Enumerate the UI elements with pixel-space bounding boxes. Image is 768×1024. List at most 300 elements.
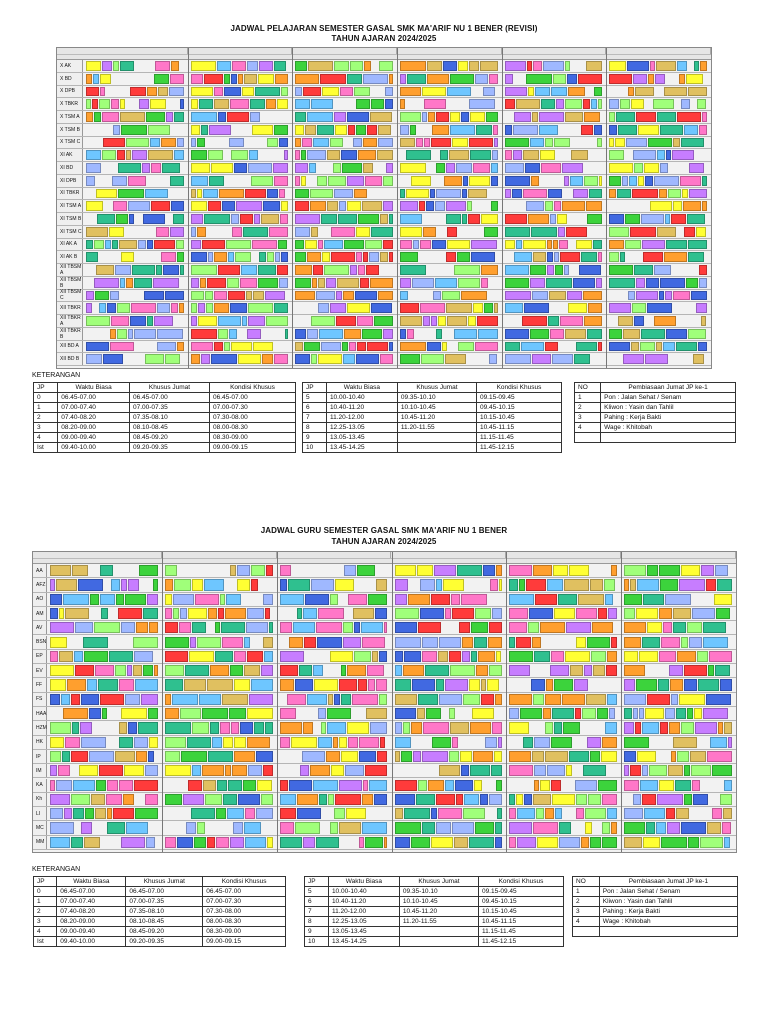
schedule-cell (404, 651, 421, 662)
schedule-cell (636, 278, 645, 288)
schedule-cell (528, 214, 549, 224)
schedule-cell (102, 708, 107, 719)
schedule-cell (684, 227, 695, 237)
schedule-cell (547, 579, 563, 590)
table-cell: 07.00-07.30 (209, 403, 295, 413)
schedule-cell (469, 679, 480, 690)
schedule-cell (217, 780, 227, 791)
schedule-cell (407, 329, 414, 339)
schedule-cell (526, 201, 544, 211)
schedule-cell (225, 608, 246, 619)
schedule-cell (211, 354, 237, 364)
schedule-cell (236, 201, 262, 211)
schedule-row (57, 149, 711, 162)
table-row (573, 927, 738, 937)
schedule-cell (78, 579, 103, 590)
schedule-cell (356, 125, 366, 135)
schedule-cell (676, 708, 686, 719)
schedule-cell (363, 138, 377, 148)
schedule-cell (457, 565, 482, 576)
schedule-cell (505, 214, 527, 224)
schedule-cell (295, 201, 309, 211)
schedule-cell (180, 708, 201, 719)
schedule-cell (639, 651, 658, 662)
schedule-cell (671, 751, 676, 762)
schedule-cell (119, 737, 133, 748)
schedule-cell (712, 765, 732, 776)
schedule-cell (494, 303, 498, 313)
schedule-cell (263, 765, 273, 776)
schedule-cell (133, 637, 158, 648)
schedule-cell (113, 201, 127, 211)
schedule-cell (357, 565, 375, 576)
schedule-cell (136, 751, 147, 762)
schedule-cell (425, 665, 449, 676)
schedule-cell (143, 214, 165, 224)
schedule-cell (170, 176, 184, 186)
schedule-cell (436, 329, 442, 339)
schedule-cell (251, 565, 265, 576)
schedule-cell (470, 150, 491, 160)
schedule-cell (148, 150, 173, 160)
schedule-cell (656, 822, 666, 833)
schedule-cell (423, 722, 449, 733)
schedule-cell (150, 99, 166, 109)
schedule-cell (312, 278, 317, 288)
schedule-cell (400, 61, 426, 71)
table-cell: 09.20-09.35 (126, 937, 203, 947)
schedule-cell (469, 61, 479, 71)
schedule-cell (395, 808, 403, 819)
schedule-cell (509, 608, 528, 619)
schedule-cell (110, 342, 134, 352)
schedule-cell (112, 176, 127, 186)
schedule-cell (156, 227, 169, 237)
schedule-cell (421, 354, 444, 364)
day-separator (162, 552, 163, 852)
schedule-cell (154, 665, 158, 676)
schedule-cell (170, 227, 184, 237)
schedule-cell (563, 722, 580, 733)
schedule-cell (681, 822, 706, 833)
row-label: AFZ (33, 578, 47, 591)
schedule-cell (267, 837, 273, 848)
schedule-cell (481, 679, 486, 690)
schedule-cell (509, 722, 529, 733)
schedule-cell (155, 61, 170, 71)
schedule-cell (533, 252, 546, 262)
schedule-cell (248, 303, 273, 313)
schedule-cell (254, 722, 264, 733)
schedule-cell (609, 265, 633, 275)
schedule-cell (557, 214, 567, 224)
schedule-cell (647, 565, 658, 576)
schedule-cell (684, 679, 697, 690)
schedule-cell (395, 837, 410, 848)
schedule-cell (695, 722, 717, 733)
schedule-cell (75, 665, 94, 676)
table-cell: 13.05-13.45 (328, 927, 399, 937)
schedule-cell (609, 214, 624, 224)
schedule-cell (715, 665, 730, 676)
schedule-cell (660, 579, 678, 590)
schedule-cell (86, 176, 95, 186)
schedule-cell (624, 622, 646, 633)
schedule-cell (586, 61, 603, 71)
schedule-cell (121, 252, 134, 262)
schedule-cell (302, 751, 325, 762)
schedule-cell (242, 316, 247, 326)
schedule-cell (605, 722, 617, 733)
schedule-cell (624, 594, 642, 605)
schedule-row (57, 175, 711, 188)
schedule-cell (648, 138, 672, 148)
jp-time-table-left (33, 382, 296, 453)
schedule-cell (576, 794, 587, 805)
schedule-cell (303, 722, 313, 733)
schedule-cell (103, 354, 123, 364)
table-cell: 10.45-11.15 (476, 423, 561, 433)
row-label: MM (33, 836, 47, 849)
schedule-cell (558, 594, 577, 605)
schedule-cell (303, 608, 317, 619)
schedule-cell (50, 808, 63, 819)
schedule-cell (516, 794, 523, 805)
schedule-cell (531, 679, 545, 690)
schedule-cell (222, 637, 243, 648)
schedule-cell (654, 265, 671, 275)
schedule-cell (385, 87, 393, 97)
schedule-cell (126, 150, 131, 160)
table-header-cell: JP (303, 383, 327, 393)
schedule-cell (223, 737, 233, 748)
schedule-cell (208, 608, 217, 619)
grid-header (57, 48, 711, 60)
schedule-cell (626, 138, 647, 148)
schedule-cell (428, 780, 444, 791)
schedule-cell (395, 594, 407, 605)
schedule-cell (400, 354, 420, 364)
schedule-cell (240, 278, 257, 288)
schedule-cell (110, 329, 116, 339)
schedule-cell (229, 708, 246, 719)
schedule-cell (473, 751, 493, 762)
table-cell: 08.30-09.00 (203, 927, 286, 937)
schedule-cell (660, 722, 668, 733)
schedule-cell (322, 87, 339, 97)
schedule-cell (92, 99, 98, 109)
schedule-cell (637, 751, 656, 762)
schedule-cell (65, 608, 89, 619)
schedule-cell (584, 176, 598, 186)
schedule-cell (552, 794, 575, 805)
schedule-cell (546, 278, 572, 288)
schedule-cell (637, 579, 659, 590)
schedule-cell (534, 765, 546, 776)
schedule-cell (684, 665, 707, 676)
schedule-cell (688, 837, 699, 848)
table-cell: 4 (34, 927, 57, 937)
schedule-cell (366, 708, 388, 719)
schedule-row (33, 678, 736, 692)
schedule-cell (188, 780, 202, 791)
table-row (303, 403, 562, 413)
schedule-cell (505, 125, 512, 135)
table-header-cell: Khusus Jumat (126, 877, 203, 887)
schedule-cell (418, 780, 427, 791)
schedule-cell (295, 679, 313, 690)
schedule-cell (50, 665, 74, 676)
schedule-cell (348, 737, 358, 748)
schedule-cell (509, 808, 516, 819)
schedule-cell (118, 189, 144, 199)
schedule-cell (677, 751, 689, 762)
schedule-cell (494, 138, 498, 148)
schedule-cell (359, 837, 364, 848)
schedule-cell (368, 679, 375, 690)
schedule-cell (248, 765, 262, 776)
schedule-cell (647, 622, 662, 633)
schedule-cell (130, 87, 146, 97)
schedule-cell (161, 252, 176, 262)
table-header-cell: Kondisi Khusus (476, 383, 561, 393)
schedule-cell (686, 74, 703, 84)
teacher-schedule-title: JADWAL GURU SEMESTER GASAL SMK MA'ARIF NU 1 BENER (260, 526, 508, 535)
table-row (575, 413, 736, 423)
schedule-cell (176, 240, 184, 250)
row-label: AA (33, 564, 47, 577)
table-cell: 3 (575, 413, 601, 423)
schedule-cell (671, 694, 678, 705)
schedule-cell (214, 252, 227, 262)
schedule-cell (525, 163, 540, 173)
schedule-cell (84, 837, 100, 848)
table-cell: 10.10-10.45 (397, 403, 476, 413)
schedule-cell (191, 61, 216, 71)
schedule-cell (63, 708, 88, 719)
schedule-cell (431, 808, 437, 819)
schedule-cell (676, 342, 697, 352)
schedule-cell (50, 751, 61, 762)
schedule-cell (523, 240, 546, 250)
schedule-cell (280, 822, 294, 833)
schedule-cell (347, 201, 361, 211)
schedule-cell (102, 150, 116, 160)
schedule-cell (484, 227, 498, 237)
schedule-cell (210, 665, 229, 676)
schedule-cell (226, 240, 251, 250)
schedule-cell (295, 189, 309, 199)
schedule-cell (349, 342, 356, 352)
schedule-cell (447, 227, 457, 237)
table-cell: 8 (305, 917, 329, 927)
schedule-cell (280, 837, 302, 848)
schedule-cell (505, 99, 515, 109)
table-header-cell: NO (575, 383, 601, 393)
schedule-cell (650, 61, 655, 71)
schedule-cell (400, 189, 405, 199)
schedule-cell (509, 579, 518, 590)
schedule-cell (327, 708, 351, 719)
schedule-cell (445, 679, 468, 690)
schedule-cell (223, 794, 237, 805)
schedule-cell (543, 61, 564, 71)
schedule-cell (263, 594, 273, 605)
schedule-cell (474, 637, 487, 648)
table-cell: Pahing : Kerja Bakti (599, 907, 737, 917)
table-cell: 07.40-08.20 (57, 907, 126, 917)
keterangan-label-2: KETERANGAN (32, 866, 81, 873)
table-cell: 10.15-10.45 (476, 413, 561, 423)
schedule-cell (573, 278, 595, 288)
schedule-row (33, 621, 736, 635)
schedule-cell (395, 651, 403, 662)
schedule-cell (128, 579, 139, 590)
table-row (575, 433, 736, 443)
schedule-cell (664, 252, 687, 262)
schedule-cell (79, 765, 98, 776)
schedule-cell (712, 808, 722, 819)
schedule-cell (146, 112, 165, 122)
schedule-cell (285, 329, 289, 339)
schedule-cell (549, 291, 566, 301)
schedule-cell (324, 265, 349, 275)
schedule-cell (609, 303, 631, 313)
table-header-cell: Khusus Jumat (399, 877, 478, 887)
schedule-cell (151, 201, 170, 211)
table-cell: 7 (305, 907, 329, 917)
schedule-cell (357, 342, 366, 352)
schedule-cell (452, 608, 474, 619)
schedule-cell (119, 679, 134, 690)
schedule-cell (530, 329, 549, 339)
schedule-cell (330, 303, 346, 313)
schedule-cell (251, 679, 273, 690)
table-cell: 1 (575, 393, 601, 403)
schedule-cell (280, 622, 292, 633)
schedule-cell (461, 291, 487, 301)
schedule-cell (200, 278, 206, 288)
schedule-cell (362, 822, 387, 833)
schedule-cell (220, 594, 225, 605)
schedule-cell (100, 74, 111, 84)
schedule-cell (673, 737, 697, 748)
schedule-cell (191, 265, 217, 275)
schedule-cell (658, 679, 669, 690)
schedule-cell (111, 316, 129, 326)
jp-time-table-mid (302, 382, 562, 453)
schedule-cell (383, 240, 393, 250)
schedule-cell (576, 608, 597, 619)
schedule-cell (207, 837, 215, 848)
schedule-cell (218, 329, 228, 339)
schedule-cell (555, 265, 563, 275)
schedule-cell (258, 74, 274, 84)
schedule-cell (277, 99, 289, 109)
schedule-cell (657, 794, 683, 805)
schedule-cell (714, 594, 732, 605)
schedule-cell (340, 87, 353, 97)
schedule-cell (94, 278, 119, 288)
schedule-cell (245, 189, 266, 199)
schedule-row (33, 750, 736, 764)
schedule-cell (539, 112, 564, 122)
schedule-cell (484, 303, 493, 313)
schedule-cell (134, 278, 152, 288)
schedule-cell (355, 291, 377, 301)
table-cell: 0 (34, 887, 57, 897)
schedule-cell (489, 354, 497, 364)
schedule-cell (280, 722, 302, 733)
schedule-cell (609, 227, 629, 237)
row-label: BSN (33, 636, 47, 649)
row-label: XII TBSM A (57, 264, 83, 276)
schedule-cell (367, 342, 388, 352)
table-cell: 07.00-07.35 (130, 403, 210, 413)
row-label: XII BD A (57, 341, 83, 353)
table-row (575, 423, 736, 433)
schedule-cell (559, 837, 580, 848)
schedule-cell (636, 112, 656, 122)
schedule-cell (86, 342, 109, 352)
schedule-cell (440, 150, 448, 160)
table-cell: 06.45-07.00 (130, 393, 210, 403)
schedule-cell (224, 74, 230, 84)
schedule-cell (191, 189, 196, 199)
schedule-cell (328, 694, 333, 705)
schedule-cell (486, 112, 498, 122)
table-cell: 12.25-13.05 (326, 423, 397, 433)
schedule-cell (669, 665, 683, 676)
schedule-cell (244, 665, 260, 676)
schedule-cell (380, 354, 393, 364)
table-cell (601, 433, 736, 443)
schedule-cell (288, 579, 310, 590)
table-cell: 11.20-12.00 (328, 907, 399, 917)
schedule-row (33, 736, 736, 750)
schedule-cell (568, 303, 587, 313)
schedule-cell (471, 651, 477, 662)
schedule-cell (565, 651, 590, 662)
table-cell: 07.00-07.35 (126, 897, 203, 907)
row-label: XII TBKR B (57, 328, 83, 340)
schedule-cell (191, 808, 215, 819)
schedule-cell (417, 708, 425, 719)
schedule-cell (494, 751, 503, 762)
schedule-cell (541, 99, 555, 109)
schedule-cell (523, 189, 547, 199)
schedule-cell (461, 594, 487, 605)
schedule-cell (491, 176, 498, 186)
schedule-cell (471, 622, 488, 633)
schedule-cell (188, 608, 207, 619)
schedule-cell (119, 722, 127, 733)
schedule-cell (620, 252, 625, 262)
schedule-cell (117, 329, 127, 339)
schedule-cell (161, 138, 176, 148)
schedule-cell (311, 99, 333, 109)
schedule-cell (604, 579, 615, 590)
schedule-cell (400, 303, 419, 313)
schedule-cell (350, 265, 357, 275)
schedule-cell (50, 637, 67, 648)
schedule-cell (191, 201, 207, 211)
schedule-cell (551, 737, 572, 748)
row-label: EV (33, 664, 47, 677)
schedule-cell (597, 138, 603, 148)
schedule-cell (633, 708, 638, 719)
schedule-cell (165, 622, 178, 633)
